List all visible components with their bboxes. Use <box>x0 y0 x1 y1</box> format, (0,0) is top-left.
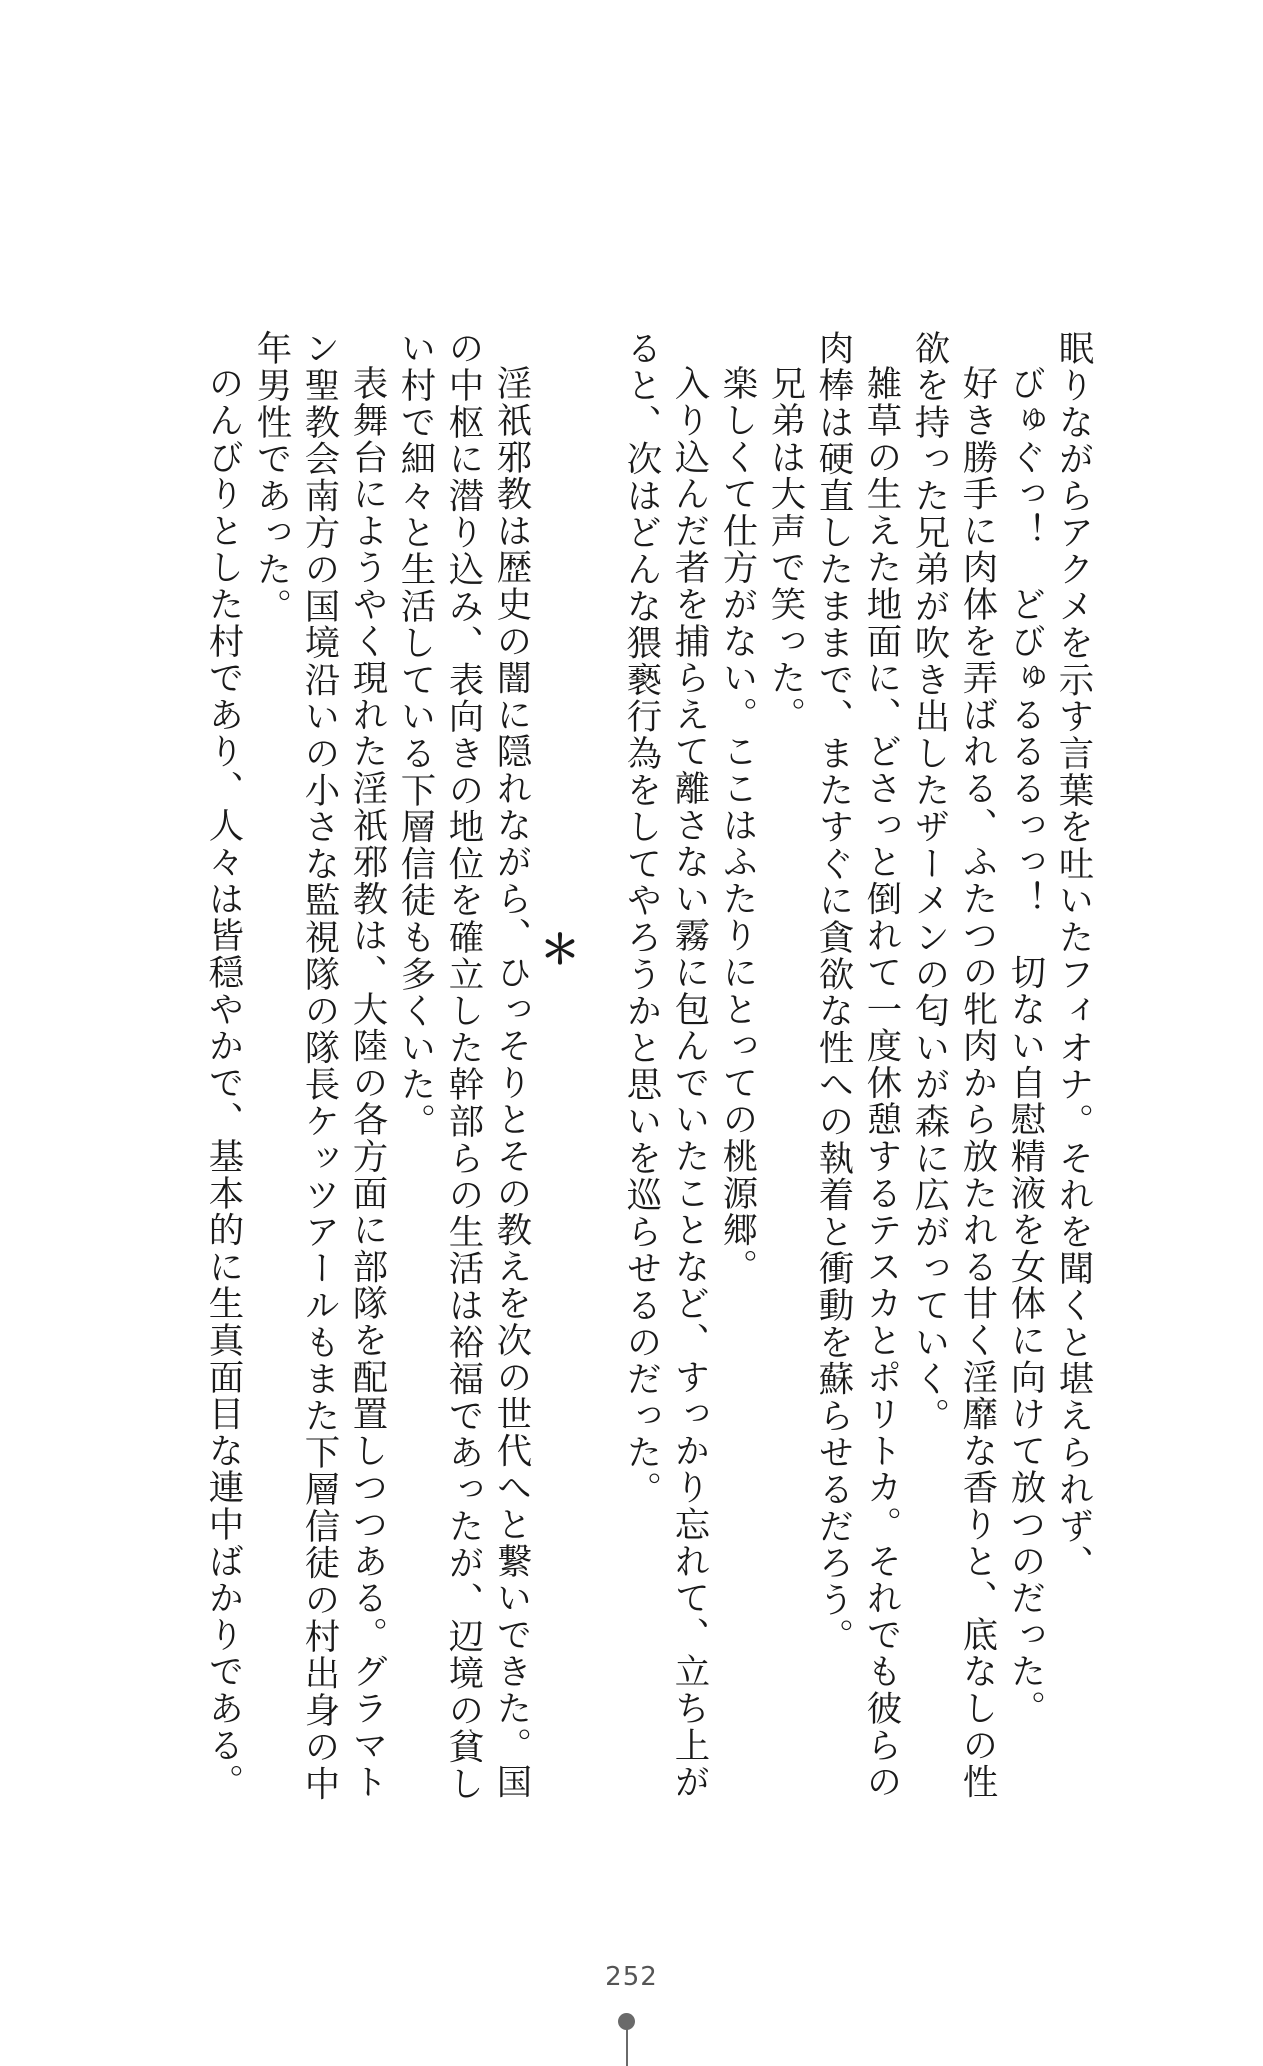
text-line: 楽しくて仕方がない。ここはふたりにとっての桃源郷。 <box>717 365 758 1285</box>
text-line: 眠りながらアクメを示す言葉を吐いたフィオナ。それを聞くと堪えられず、 <box>1053 330 1094 1582</box>
text-line: 表舞台にようやく現れた淫祇邪教は、大陸の各方面に部隊を配置しつつある。グラマト <box>347 365 388 1801</box>
text-line: 欲を持った兄弟が吹き出したザーメンの匂いが森に広がっていく。 <box>909 330 950 1434</box>
text-line: 入り込んだ者を捕らえて離さない霧に包んでいたことなど、すっかり忘れて、立ち上が <box>669 365 710 1801</box>
text-line: ると、次はどんな猥褻行為をしてやろうかと思いを巡らせるのだった。 <box>621 330 662 1508</box>
text-line: 好き勝手に肉体を弄ばれる、ふたつの牝肉から放たれる甘く淫靡な香りと、底なしの性 <box>957 365 998 1801</box>
text-line: ン聖教会南方の国境沿いの小さな監視隊の隊長ケッツアールもまた下層信徒の村出身の中 <box>299 330 340 1802</box>
page-number: 252 <box>605 1962 658 1992</box>
text-line: の中枢に潜り込み、表向きの地位を確立した幹部らの生活は裕福であったが、辺境の貧し <box>443 330 484 1802</box>
text-line: 淫祇邪教は歴史の闇に隠れながら、ひっそりとその教えを次の世代へと繋いできた。国 <box>491 365 532 1801</box>
text-line: びゅぐっ！ どびゅるるるっっ！ 切ない自慰精液を女体に向けて放つのだった。 <box>1005 365 1046 1727</box>
text-line: のんびりとした村であり、人々は皆穏やかで、基本的に生真面目な連中ばかりである。 <box>203 365 244 1801</box>
text-line: 年男性であった。 <box>251 330 292 625</box>
text-line: 雑草の生えた地面に、どさっと倒れて一度休憩するテスカとポリトカ。それでも彼らの <box>861 365 902 1801</box>
text-line: 兄弟は大声で笑った。 <box>765 365 806 733</box>
page-marker-line <box>626 2028 628 2066</box>
section-break-asterisk: ＊ <box>540 927 580 973</box>
text-line: い村で細々と生活している下層信徒も多くいた。 <box>395 330 436 1140</box>
text-line: 肉棒は硬直したままで、またすぐに貪欲な性への執着と衝動を蘇らせるだろう。 <box>813 330 854 1655</box>
